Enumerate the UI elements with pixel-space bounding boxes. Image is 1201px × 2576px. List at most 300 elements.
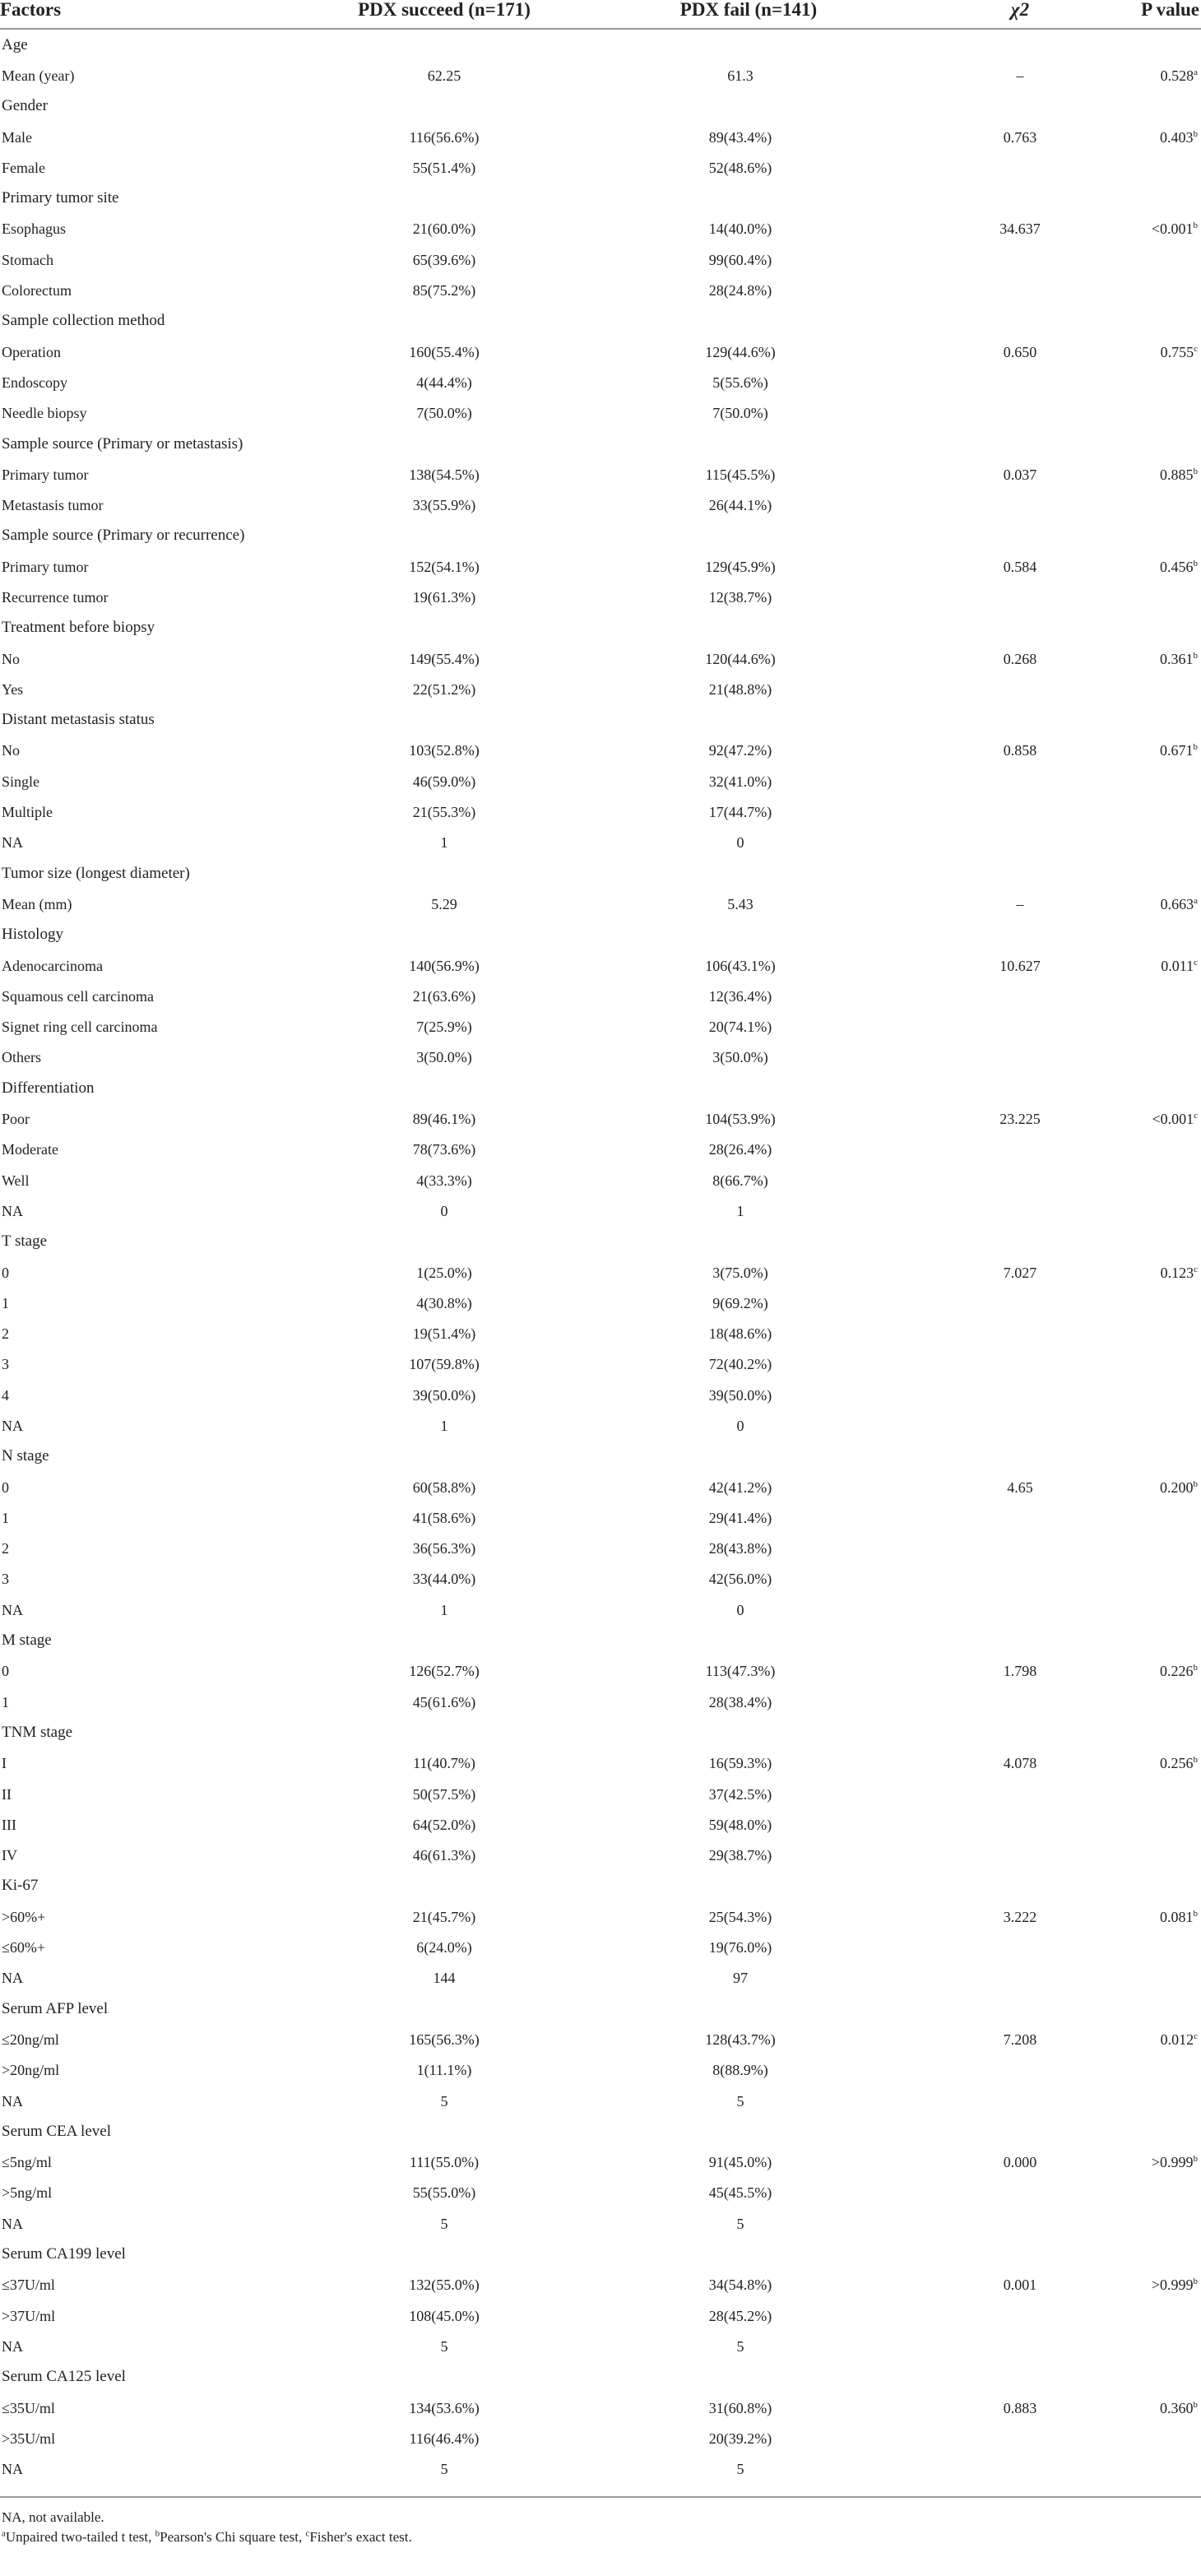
succeed-cell xyxy=(304,398,551,429)
chi2-cell xyxy=(913,2453,1078,2484)
factor-label-text: 2 xyxy=(2,1325,9,1343)
fail-cell xyxy=(551,1472,913,1502)
succeed-cell-text: 160(55.4%) xyxy=(409,343,480,360)
factor-label-text: 1 xyxy=(2,1693,9,1710)
fail-cell-text: 18(48.6%) xyxy=(708,1325,772,1343)
p-value-cell xyxy=(1078,2300,1201,2331)
factor-label xyxy=(0,2178,304,2208)
factor-label xyxy=(0,490,304,520)
chi2-cell xyxy=(913,1380,1078,1410)
p-value-cell-text: <0.001 xyxy=(1151,220,1194,238)
chi2-cell xyxy=(913,398,1078,429)
footnote-sup-b: b xyxy=(155,2528,160,2539)
fail-cell xyxy=(551,1318,913,1348)
succeed-cell xyxy=(304,582,551,612)
chi2-cell xyxy=(913,1472,1078,1502)
chi2-cell xyxy=(913,551,1078,582)
chi2-cell xyxy=(913,1901,1078,1932)
succeed-cell-text: 45(61.6%) xyxy=(412,1693,476,1710)
succeed-cell-text: 5 xyxy=(440,2092,448,2110)
fail-cell-text: 16(59.3%) xyxy=(708,1755,772,1772)
chi2-cell-text: 1.798 xyxy=(1003,1663,1037,1680)
group-header-row xyxy=(0,613,1201,643)
p-value-footnote-mark: c xyxy=(1194,1111,1198,1121)
factor-label-text: >37U/ml xyxy=(2,2307,56,2324)
factor-label-text: Metastasis tumor xyxy=(2,497,104,514)
p-value-cell xyxy=(1078,152,1201,183)
p-value-cell xyxy=(1078,2270,1201,2300)
p-value-cell-text: 0.200 xyxy=(1160,1478,1194,1496)
group-header-row xyxy=(0,91,1201,122)
chi2-cell xyxy=(913,674,1078,704)
succeed-cell-text: 134(53.6%) xyxy=(409,2399,480,2416)
succeed-cell xyxy=(304,337,551,367)
p-value-cell-text: 0.663 xyxy=(1160,895,1194,912)
fail-cell-text: 28(43.8%) xyxy=(708,1540,772,1557)
header-p-value: P value xyxy=(1078,0,1201,29)
fail-cell xyxy=(551,2300,913,2331)
chi2-cell xyxy=(913,2270,1078,2300)
fail-cell-text: 21(48.8%) xyxy=(708,680,772,698)
factor-label xyxy=(0,1410,304,1441)
p-value-cell xyxy=(1078,2393,1201,2423)
table-row xyxy=(0,2453,1201,2484)
p-value-footnote-mark: b xyxy=(1193,220,1198,231)
group-label: Serum CA199 level xyxy=(2,2245,126,2263)
fail-cell xyxy=(551,1687,913,1717)
chi2-cell-text: 4.65 xyxy=(1007,1478,1033,1496)
chi2-cell xyxy=(913,1594,1078,1625)
fail-cell xyxy=(551,981,913,1011)
chi2-cell xyxy=(913,2024,1078,2054)
factor-label xyxy=(0,367,304,397)
chi2-cell xyxy=(913,766,1078,796)
p-value-cell xyxy=(1078,889,1201,919)
fail-cell xyxy=(551,796,913,827)
fail-cell-text: 8(66.7%) xyxy=(712,1172,768,1189)
succeed-cell-text: 165(56.3%) xyxy=(409,2031,480,2048)
p-value-cell xyxy=(1078,1195,1201,1226)
succeed-cell xyxy=(304,981,551,1011)
fail-cell-text: 42(56.0%) xyxy=(708,1571,772,1588)
chi2-cell xyxy=(913,981,1078,1011)
chi2-cell xyxy=(913,736,1078,766)
fail-cell-text: 0 xyxy=(736,1601,744,1618)
factor-label-text: 0 xyxy=(2,1264,9,1281)
factor-label xyxy=(0,889,304,919)
fail-cell-text: 25(54.3%) xyxy=(708,1908,772,1925)
group-label: Differentiation xyxy=(2,1079,95,1097)
p-value-cell xyxy=(1078,1042,1201,1073)
table-row xyxy=(0,736,1201,766)
factor-label xyxy=(0,1656,304,1687)
fail-cell xyxy=(551,459,913,490)
chi2-cell xyxy=(913,1809,1078,1840)
fail-cell xyxy=(551,2270,913,2300)
fail-cell-text: 97 xyxy=(733,1970,748,1987)
p-value-cell xyxy=(1078,551,1201,582)
chi2-cell xyxy=(913,1748,1078,1779)
succeed-cell xyxy=(304,152,551,183)
factor-label-text: NA xyxy=(2,1418,23,1434)
p-value-cell xyxy=(1078,1318,1201,1348)
succeed-cell-text: 152(54.1%) xyxy=(409,558,480,575)
group-label: Primary tumor site xyxy=(2,189,119,207)
factor-label-text: 1 xyxy=(2,1509,9,1526)
succeed-cell-text: 4(33.3%) xyxy=(416,1172,472,1189)
fail-cell xyxy=(551,1594,913,1625)
p-value-cell xyxy=(1078,1103,1201,1134)
factor-label-text: ≤5ng/ml xyxy=(2,2154,52,2171)
factor-label xyxy=(0,1779,304,1809)
succeed-cell xyxy=(304,1809,551,1840)
chi2-cell-text: – xyxy=(1016,895,1024,912)
p-value-cell xyxy=(1078,950,1201,981)
p-value-cell xyxy=(1078,1349,1201,1380)
factor-label xyxy=(0,1963,304,1993)
group-header-row xyxy=(0,429,1201,459)
succeed-cell-text: 1 xyxy=(440,834,448,852)
p-value-cell-text: >0.999 xyxy=(1151,2154,1194,2171)
fail-cell-text: 129(45.9%) xyxy=(705,558,776,575)
succeed-cell-text: 89(46.1%) xyxy=(412,1111,476,1128)
p-value-cell xyxy=(1078,1932,1201,1962)
fail-cell xyxy=(551,2055,913,2086)
factor-label-text: Endoscopy xyxy=(2,374,67,391)
fail-cell-text: 104(53.9%) xyxy=(705,1111,776,1128)
factor-label xyxy=(0,1594,304,1625)
fail-cell xyxy=(551,674,913,704)
succeed-cell xyxy=(304,2270,551,2300)
group-label: M stage xyxy=(2,1631,52,1650)
factor-label-text: >20ng/ml xyxy=(2,2062,60,2079)
fail-cell xyxy=(551,2147,913,2177)
p-value-cell-text: 0.256 xyxy=(1160,1755,1194,1772)
header-factors: Factors xyxy=(0,0,304,29)
table-row xyxy=(0,2178,1201,2208)
table-row xyxy=(0,1656,1201,1687)
factor-label xyxy=(0,60,304,91)
group-header-row xyxy=(0,2362,1201,2393)
succeed-cell-text: 4(30.8%) xyxy=(416,1294,472,1311)
table-row xyxy=(0,1257,1201,1288)
factor-label-text: Male xyxy=(2,128,32,146)
succeed-cell-text: 144 xyxy=(433,1970,456,1987)
factor-label xyxy=(0,796,304,827)
table-row xyxy=(0,1165,1201,1195)
succeed-cell-text: 22(51.2%) xyxy=(412,680,476,698)
factor-label xyxy=(0,337,304,367)
p-value-cell-text: 0.123 xyxy=(1160,1264,1194,1281)
footnote-text-b: Pearson's Chi square test, xyxy=(160,2528,306,2545)
table-row xyxy=(0,367,1201,397)
p-value-cell xyxy=(1078,2331,1201,2361)
factor-label-text: >5ng/ml xyxy=(2,2184,53,2202)
group-header-row xyxy=(0,1073,1201,1103)
table-row xyxy=(0,1594,1201,1625)
table-row xyxy=(0,2270,1201,2300)
table-row xyxy=(0,1534,1201,1564)
succeed-cell-text: 21(45.7%) xyxy=(412,1908,476,1925)
fail-cell xyxy=(551,1410,913,1441)
table-row xyxy=(0,674,1201,704)
fail-cell-text: 106(43.1%) xyxy=(705,957,776,974)
fail-cell-text: 28(38.4%) xyxy=(708,1693,772,1710)
succeed-cell-text: 11(40.7%) xyxy=(413,1755,475,1772)
chi2-cell xyxy=(913,490,1078,520)
succeed-cell xyxy=(304,275,551,305)
table-row xyxy=(0,275,1201,305)
fail-cell-text: 29(41.4%) xyxy=(708,1509,772,1526)
factor-label-text: NA xyxy=(2,2461,23,2478)
group-label: Age xyxy=(2,35,28,53)
p-value-cell xyxy=(1078,1135,1201,1165)
table-row xyxy=(0,1840,1201,1871)
succeed-cell-text: 39(50.0%) xyxy=(412,1386,476,1404)
group-header-row xyxy=(0,1871,1201,1901)
fail-cell-text: 42(41.2%) xyxy=(708,1478,772,1496)
p-value-cell xyxy=(1078,828,1201,858)
table-row xyxy=(0,244,1201,275)
p-value-footnote-mark: b xyxy=(1193,558,1198,569)
group-header-row xyxy=(0,2239,1201,2269)
succeed-cell xyxy=(304,1165,551,1195)
factor-label xyxy=(0,1349,304,1380)
factor-label xyxy=(0,2147,304,2177)
group-header-row xyxy=(0,2116,1201,2147)
chi2-cell xyxy=(913,2300,1078,2331)
table-row xyxy=(0,2055,1201,2086)
succeed-cell-text: 5 xyxy=(440,2337,448,2355)
table-row xyxy=(0,1318,1201,1348)
succeed-cell-text: 21(63.6%) xyxy=(412,987,476,1005)
table-row xyxy=(0,60,1201,91)
p-value-cell xyxy=(1078,2147,1201,2177)
p-value-footnote-mark: b xyxy=(1193,2399,1198,2410)
fail-cell xyxy=(551,1963,913,1993)
fail-cell xyxy=(551,1195,913,1226)
chi2-cell xyxy=(913,2331,1078,2361)
fail-cell-text: 31(60.8%) xyxy=(708,2399,772,2416)
fail-cell-text: 20(39.2%) xyxy=(708,2430,772,2447)
succeed-cell xyxy=(304,1932,551,1962)
table-row xyxy=(0,337,1201,367)
succeed-cell-text: 55(51.4%) xyxy=(412,159,476,176)
table-row xyxy=(0,2393,1201,2423)
succeed-cell xyxy=(304,1042,551,1073)
p-value-cell xyxy=(1078,643,1201,674)
chi2-cell xyxy=(913,60,1078,91)
succeed-cell xyxy=(304,1534,551,1564)
fail-cell-text: 5 xyxy=(736,2215,744,2232)
chi2-cell xyxy=(913,1318,1078,1348)
fail-cell xyxy=(551,2178,913,2208)
fail-cell-text: 92(47.2%) xyxy=(708,742,772,759)
factor-label xyxy=(0,152,304,183)
factor-label-text: ≤37U/ml xyxy=(2,2277,55,2294)
p-value-cell-text: 0.011 xyxy=(1161,957,1194,974)
header-pdx-succeed: PDX succeed (n=171) xyxy=(304,0,551,29)
factor-label xyxy=(0,1318,304,1348)
p-value-footnote-mark: b xyxy=(1193,1755,1198,1766)
group-header-row xyxy=(0,705,1201,736)
fail-cell xyxy=(551,1656,913,1687)
p-value-cell xyxy=(1078,2055,1201,2086)
chi2-cell xyxy=(913,2147,1078,2177)
factor-label xyxy=(0,643,304,674)
chi2-cell xyxy=(913,122,1078,152)
factor-label-text: Needle biopsy xyxy=(2,405,87,422)
chi2-cell xyxy=(913,582,1078,612)
table-row xyxy=(0,766,1201,796)
fail-cell xyxy=(551,582,913,612)
factor-label xyxy=(0,2300,304,2331)
factor-label xyxy=(0,950,304,981)
p-value-cell xyxy=(1078,1288,1201,1318)
succeed-cell-text: 108(45.0%) xyxy=(409,2307,480,2324)
succeed-cell xyxy=(304,1840,551,1871)
factor-label xyxy=(0,122,304,152)
factor-label xyxy=(0,1380,304,1410)
chi2-cell-text: 10.627 xyxy=(999,957,1041,974)
factor-label-text: No xyxy=(2,742,20,759)
table-row xyxy=(0,1779,1201,1809)
fail-cell-text: 37(42.5%) xyxy=(708,1785,772,1803)
table-row xyxy=(0,2086,1201,2116)
table-row xyxy=(0,1901,1201,1932)
header-row xyxy=(0,0,1201,29)
succeed-cell xyxy=(304,1656,551,1687)
succeed-cell xyxy=(304,1257,551,1288)
group-header-row xyxy=(0,1717,1201,1748)
fail-cell-text: 0 xyxy=(736,834,744,852)
fail-cell-text: 39(50.0%) xyxy=(708,1386,772,1404)
p-value-cell xyxy=(1078,1380,1201,1410)
fail-cell xyxy=(551,1288,913,1318)
p-value-cell xyxy=(1078,981,1201,1011)
factor-label-text: ≤20ng/ml xyxy=(2,2031,59,2048)
factor-label-text: ≤60%+ xyxy=(2,1939,46,1956)
fail-cell xyxy=(551,766,913,796)
succeed-cell-text: 116(46.4%) xyxy=(409,2430,480,2447)
succeed-cell xyxy=(304,766,551,796)
fail-cell-text: 72(40.2%) xyxy=(708,1356,772,1373)
succeed-cell xyxy=(304,828,551,858)
group-label: Histology xyxy=(2,926,63,944)
fail-cell xyxy=(551,1932,913,1962)
fail-cell xyxy=(551,1901,913,1932)
fail-cell xyxy=(551,551,913,582)
factor-label xyxy=(0,828,304,858)
group-header-row xyxy=(0,29,1201,60)
factor-label-text: Mean (mm) xyxy=(2,895,72,912)
factor-label-text: Operation xyxy=(2,343,61,360)
table-footnotes xyxy=(0,2496,1201,2547)
p-value-cell-text: 0.361 xyxy=(1160,650,1194,667)
table-row xyxy=(0,1472,1201,1502)
factor-label-text: NA xyxy=(2,1601,23,1618)
factor-label-text: Well xyxy=(2,1172,30,1189)
succeed-cell xyxy=(304,1288,551,1318)
chi2-cell xyxy=(913,1840,1078,1871)
fail-cell-text: 28(24.8%) xyxy=(708,282,772,299)
succeed-cell xyxy=(304,1594,551,1625)
succeed-cell-text: 21(60.0%) xyxy=(412,220,476,238)
p-value-cell-text: 0.081 xyxy=(1160,1908,1194,1925)
p-value-cell xyxy=(1078,398,1201,429)
chi2-cell xyxy=(913,950,1078,981)
fail-cell xyxy=(551,1809,913,1840)
fail-cell-text: 17(44.7%) xyxy=(708,804,772,821)
footnote-tests xyxy=(2,2527,1201,2547)
chi2-cell xyxy=(913,889,1078,919)
succeed-cell-text: 5 xyxy=(440,2461,448,2478)
fail-cell xyxy=(551,2086,913,2116)
p-value-cell xyxy=(1078,337,1201,367)
p-value-cell-text: 0.403 xyxy=(1160,128,1194,146)
factor-label xyxy=(0,2423,304,2453)
header-pdx-fail: PDX fail (n=141) xyxy=(551,0,913,29)
factor-label-text: NA xyxy=(2,2092,23,2110)
factor-label-text: Recurrence tumor xyxy=(2,588,109,606)
chi2-cell xyxy=(913,1656,1078,1687)
chi2-cell-text: 0.650 xyxy=(1003,343,1037,360)
chi2-cell xyxy=(913,828,1078,858)
table-row xyxy=(0,1042,1201,1073)
p-value-cell-text: 0.012 xyxy=(1160,2031,1194,2048)
succeed-cell xyxy=(304,367,551,397)
succeed-cell xyxy=(304,214,551,244)
fail-cell-text: 34(54.8%) xyxy=(708,2277,772,2294)
fail-cell-text: 45(45.5%) xyxy=(708,2184,772,2202)
chi2-cell xyxy=(913,2178,1078,2208)
table-row xyxy=(0,1963,1201,1993)
table-row xyxy=(0,2147,1201,2177)
p-value-cell xyxy=(1078,766,1201,796)
table-row xyxy=(0,2024,1201,2054)
p-value-cell xyxy=(1078,459,1201,490)
table-header xyxy=(0,0,1201,29)
table-row xyxy=(0,490,1201,520)
factor-label-text: Squamous cell carcinoma xyxy=(2,987,154,1005)
chi2-cell xyxy=(913,367,1078,397)
chi2-cell xyxy=(913,2055,1078,2086)
succeed-cell xyxy=(304,643,551,674)
footnote-sup-c: c xyxy=(305,2528,310,2539)
succeed-cell xyxy=(304,1318,551,1348)
succeed-cell-text: 55(55.0%) xyxy=(412,2184,476,2202)
factor-label xyxy=(0,736,304,766)
succeed-cell xyxy=(304,1349,551,1380)
factor-label-text: Esophagus xyxy=(2,220,66,238)
p-value-cell-text: 0.360 xyxy=(1160,2399,1194,2416)
fail-cell-text: 8(88.9%) xyxy=(712,2062,768,2079)
p-value-footnote-mark: b xyxy=(1193,742,1198,753)
group-label: Sample collection method xyxy=(2,312,165,330)
table-row xyxy=(0,398,1201,429)
factor-label xyxy=(0,1502,304,1533)
succeed-cell xyxy=(304,60,551,91)
table-row xyxy=(0,2300,1201,2331)
p-value-cell xyxy=(1078,1472,1201,1502)
table-row xyxy=(0,643,1201,674)
p-value-cell xyxy=(1078,2208,1201,2239)
p-value-cell xyxy=(1078,736,1201,766)
succeed-cell xyxy=(304,1687,551,1717)
factor-label-text: Poor xyxy=(2,1111,30,1128)
chi2-cell xyxy=(913,1564,1078,1594)
factor-label xyxy=(0,1901,304,1932)
